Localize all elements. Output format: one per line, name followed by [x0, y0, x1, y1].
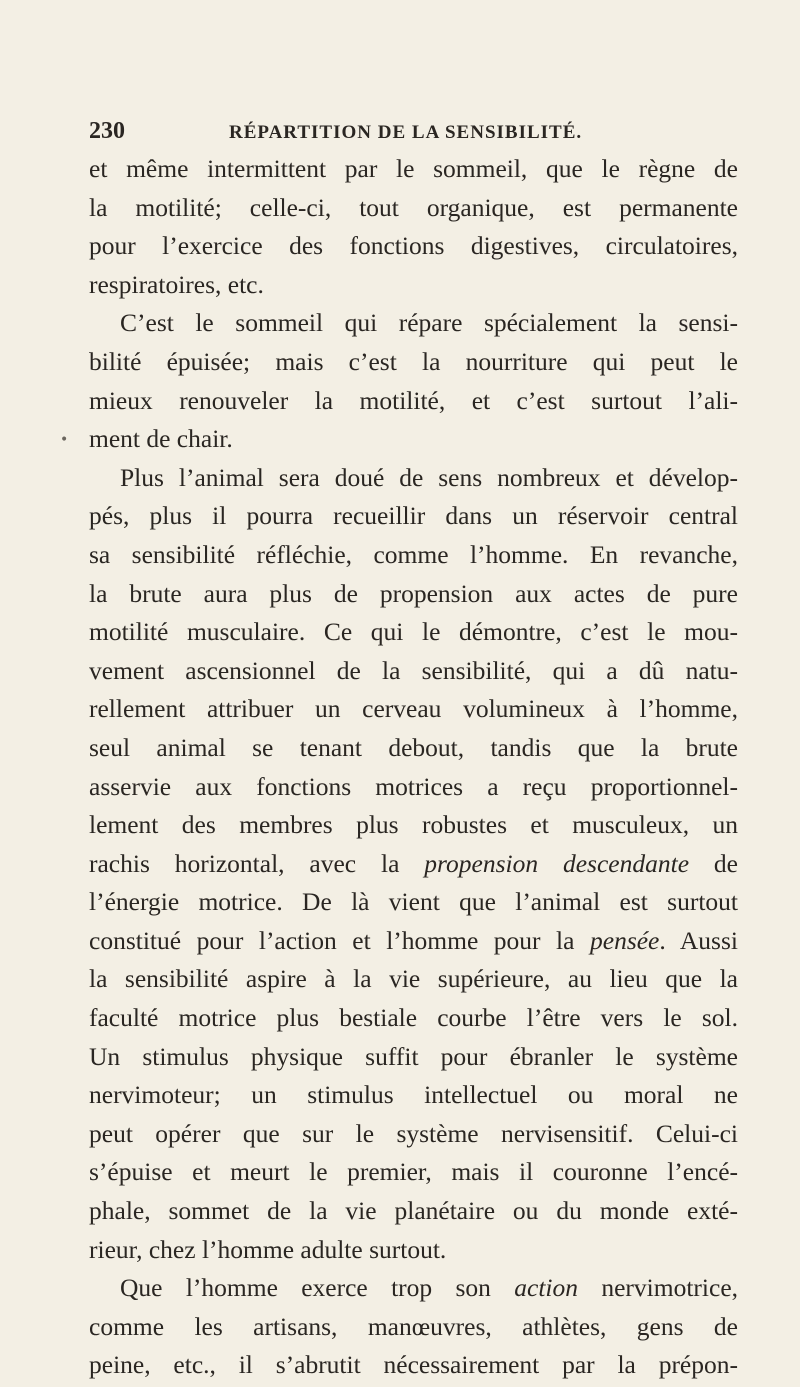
text-line: faculté motrice plus bestiale courbe l’être vers le sol. — [89, 1003, 738, 1033]
page-number: 230 — [89, 118, 125, 144]
text-line: rellement attribuer un cerveau volumineux à l’homme, — [89, 694, 738, 724]
text-line: peut opérer que sur le système nervisensitif. Celui-ci — [89, 1118, 738, 1148]
text-line: Que l’homme exerce trop son action nervimotrice, — [120, 1273, 739, 1303]
text-line: phale, sommet de la vie planétaire ou du monde exté- — [89, 1196, 738, 1226]
body-text — [89, 150, 738, 1385]
italic-phrase: action — [514, 1273, 579, 1303]
text-line: mieux renouveler la motilité, et c’est surtout l’ali- — [89, 385, 738, 415]
text-line: lement des membres plus robustes et musculeux, un — [89, 810, 738, 840]
text-line: constitué pour l’action et l’homme pour la pensée. Aussi — [89, 925, 738, 955]
text-line: asservie aux fonctions motrices a reçu proportionnel- — [89, 771, 738, 801]
text-line: s’épuise et meurt le premier, mais il couronne l’encé- — [89, 1157, 738, 1187]
text-line: comme les artisans, manœuvres, athlètes, gens de — [89, 1311, 738, 1341]
text-line: bilité épuisée; mais c’est la nourriture qui peut le — [89, 346, 738, 376]
text-line: et même intermittent par le sommeil, que le règne de — [89, 154, 738, 183]
text-line: sa sensibilité réfléchie, comme l’homme. En revanche, — [89, 539, 738, 569]
text-line: vement ascensionnel de la sensibilité, qui a dû natu- — [89, 655, 738, 685]
text-line: pés, plus il pourra recueillir dans un réservoir central — [89, 501, 738, 531]
italic-phrase: propension descendante — [424, 848, 690, 878]
text-line: pour l’exercice des fonctions digestives, circulatoires, — [89, 231, 738, 261]
text-line: l’énergie motrice. De là vient que l’animal est surtout — [89, 887, 738, 917]
text-line: seul animal se tenant debout, tandis que la brute — [89, 732, 738, 762]
text-line: la brute aura plus de propension aux actes de pure — [89, 578, 738, 608]
text-line: nervimoteur; un stimulus intellectuel ou moral ne — [89, 1080, 738, 1110]
text-line: Un stimulus physique suffit pour ébranler le système — [89, 1041, 738, 1071]
text-line: Plus l’animal sera doué de sens nombreux et dévelop- — [120, 462, 738, 492]
text-line: motilité musculaire. Ce qui le démontre, c’est le mou- — [89, 617, 738, 647]
text-line: rieur, chez l’homme adulte surtout. — [89, 1234, 447, 1264]
text-line: la sensibilité aspire à la vie supérieure, au lieu que la — [89, 964, 738, 994]
running-head: RÉPARTITION DE LA SENSIBILITÉ. — [229, 122, 583, 143]
text-line: ment de chair. — [89, 424, 233, 454]
text-line: peine, etc., il s’abrutit nécessairement par la prépon- — [89, 1350, 738, 1380]
text-line: respiratoires, etc. — [89, 269, 264, 299]
page-header — [89, 118, 738, 146]
italic-phrase: pensée — [590, 925, 660, 955]
text-line: la motilité; celle-ci, tout organique, est permanente — [89, 192, 738, 222]
margin-mark: • — [60, 432, 69, 448]
text-line: C’est le sommeil qui répare spécialement la sensi- — [120, 308, 738, 338]
text-line: rachis horizontal, avec la propension descendante de — [89, 848, 738, 878]
